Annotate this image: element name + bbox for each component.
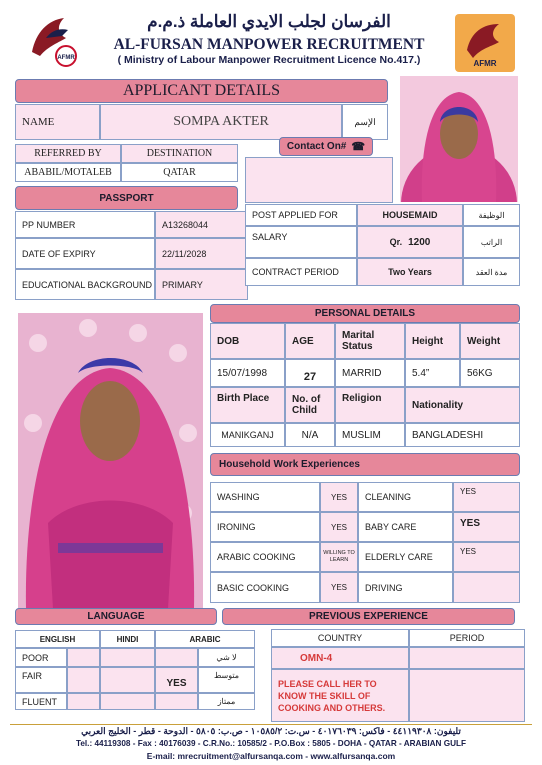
language-header: LANGUAGE (15, 608, 217, 625)
household-title: Household Work Experiences (219, 459, 360, 470)
ironing-value: YES (320, 512, 358, 542)
applicant-photo-small (400, 76, 518, 202)
post-applied-label-arabic: الوظيفة (463, 204, 520, 226)
passport-header: PASSPORT (15, 186, 238, 210)
footer-email-line: E-mail: mrecruitment@alfursanqa.com - www.alfursanqa.com (146, 751, 396, 761)
prev-period-header: PERIOD (409, 629, 525, 647)
basic-cooking-label: BASIC COOKING (210, 572, 320, 603)
expiry-value: 22/11/2028 (155, 238, 248, 269)
header-logo-left (26, 12, 88, 70)
children-value: N/A (285, 423, 335, 447)
lang-hindi-header: HINDI (100, 630, 155, 648)
prev-country-header: COUNTRY (271, 629, 409, 647)
pp-number-value: A13268044 (155, 211, 248, 238)
pp-number-label: PP NUMBER (15, 211, 155, 238)
salary-value-box (357, 226, 463, 258)
lang-poor-hindi (100, 648, 155, 667)
basic-cooking-value: YES (320, 572, 358, 603)
prev-country-value: OMN-4 (271, 647, 409, 669)
height-value: 5.4” (405, 359, 460, 387)
contract-period-label: CONTRACT PERIOD (245, 258, 357, 286)
nationality-label: Nationality (405, 387, 520, 423)
birth-place-label: Birth Place (210, 387, 285, 423)
lang-poor-label-arabic: لا شي (198, 648, 255, 667)
marital-value: MARRID (335, 359, 405, 387)
household-header (210, 453, 520, 476)
phone-icon: ☎ (351, 141, 366, 153)
lang-poor-arabic (155, 648, 198, 667)
salary-label-arabic: الراتب (463, 226, 520, 258)
arabic-cooking-label: ARABIC COOKING (210, 542, 320, 572)
ironing-label: IRONING (210, 512, 320, 542)
logo-text: AFMR (473, 59, 497, 68)
children-label: No. of Child (285, 387, 335, 423)
education-label: EDUCATIONAL BACKGROUND (15, 269, 155, 300)
name-value: SOMPA AKTER (100, 104, 342, 140)
contract-period-value: Two Years (357, 258, 463, 286)
religion-label: Religion (335, 387, 405, 423)
lang-fluent-label: FLUENT (15, 693, 67, 710)
elderly-care-label: ELDERLY CARE (358, 542, 453, 572)
lang-fluent-label-arabic: ممتاز (198, 693, 255, 710)
elderly-care-value: YES (453, 542, 520, 572)
referred-by-value: ABABIL/MOTALEB (15, 163, 121, 182)
lang-fluent-arabic (155, 693, 198, 710)
company-arabic-name: الفرسان لجلب الايدي العاملة ذ.م.م (147, 12, 391, 31)
destination-value: QATAR (121, 163, 238, 182)
washing-label: WASHING (210, 482, 320, 512)
lang-fair-label-arabic: متوسط (198, 667, 255, 693)
weight-label: Weight (460, 323, 520, 359)
cleaning-label: CLEANING (358, 482, 453, 512)
birth-place-value: MANIKGANJ (210, 423, 285, 447)
baby-care-value: YES (453, 512, 520, 542)
name-label: NAME (15, 104, 100, 140)
driving-label: DRIVING (358, 572, 453, 603)
education-value: PRIMARY (155, 269, 248, 300)
lang-fair-english (67, 667, 100, 693)
lang-fluent-english (67, 693, 100, 710)
footer-divider (10, 724, 532, 725)
lang-fair-arabic: YES (155, 667, 198, 693)
dob-value: 15/07/1998 (210, 359, 285, 387)
footer-arabic-line: تليفون: ٤٤١١٩٣٠٨ - فاكس: ٤٠١٧٦٠٣٩ - س.ت: ١٠٥٨٥/٢ - ص.ب: ٥٨٠٥ - الدوحة - قطر - الخليج العربي (81, 726, 461, 736)
baby-care-label: BABY CARE (358, 512, 453, 542)
dob-label: DOB (210, 323, 285, 359)
lang-english-header: ENGLISH (15, 630, 100, 648)
lang-fluent-hindi (100, 693, 155, 710)
applicant-photo-large (18, 313, 203, 609)
footer-english-line: Tel.: 44119308 - Fax : 40176039 - C.R.No.: 10585/2 - P.O.Box : 5805 - DOHA - QATAR - ARABIAN GULF (75, 739, 467, 748)
age-label: AGE (285, 323, 335, 359)
salary-label: SALARY (245, 226, 357, 258)
lang-poor-label: POOR (15, 648, 67, 667)
personal-details-header: PERSONAL DETAILS (210, 304, 520, 323)
applicant-details-header: APPLICANT DETAILS (15, 79, 388, 103)
weight-value: 56KG (460, 359, 520, 387)
religion-value: MUSLIM (335, 423, 405, 447)
lang-fair-hindi (100, 667, 155, 693)
licence-line: ( Ministry of Labour Manpower Recruitment Licence No.417.) (117, 54, 421, 66)
driving-value (453, 572, 520, 603)
contact-value-box[interactable] (245, 157, 393, 203)
logo-text: AFMR (57, 55, 75, 61)
prev-note-period (409, 669, 525, 722)
lang-arabic-header: ARABIC (155, 630, 255, 648)
expiry-label: DATE OF EXPIRY (15, 238, 155, 269)
post-applied-value: HOUSEMAID (357, 204, 463, 226)
salary-value: 1200 (408, 236, 431, 248)
prev-note: PLEASE CALL HER TO KNOW THE SKILL OF COOKING AND OTHERS. (271, 669, 409, 722)
contact-header (279, 137, 373, 156)
arabic-cooking-value: WILLING TO LEARN (320, 542, 358, 572)
lang-poor-english (67, 648, 100, 667)
contact-label: Contact On# (286, 141, 347, 152)
post-applied-label: POST APPLIED FOR (245, 204, 357, 226)
referred-by-label: REFERRED BY (15, 144, 121, 163)
company-english-name: AL-FURSAN MANPOWER RECRUITMENT (113, 36, 425, 53)
contract-period-label-arabic: مدة العقد (463, 258, 520, 286)
prev-period-value (409, 647, 525, 669)
destination-label: DESTINATION (121, 144, 238, 163)
nationality-value: BANGLADESHI (405, 423, 520, 447)
age-value: 27 (285, 359, 335, 387)
lang-fair-label: FAIR (15, 667, 67, 693)
header-logo-right (455, 14, 515, 72)
name-label-arabic: الإسم (342, 104, 388, 140)
washing-value: YES (320, 482, 358, 512)
salary-currency: Qr. (389, 237, 403, 247)
previous-experience-header: PREVIOUS EXPERIENCE (222, 608, 515, 625)
height-label: Height (405, 323, 460, 359)
marital-label: Marital Status (335, 323, 405, 359)
cleaning-value: YES (453, 482, 520, 512)
